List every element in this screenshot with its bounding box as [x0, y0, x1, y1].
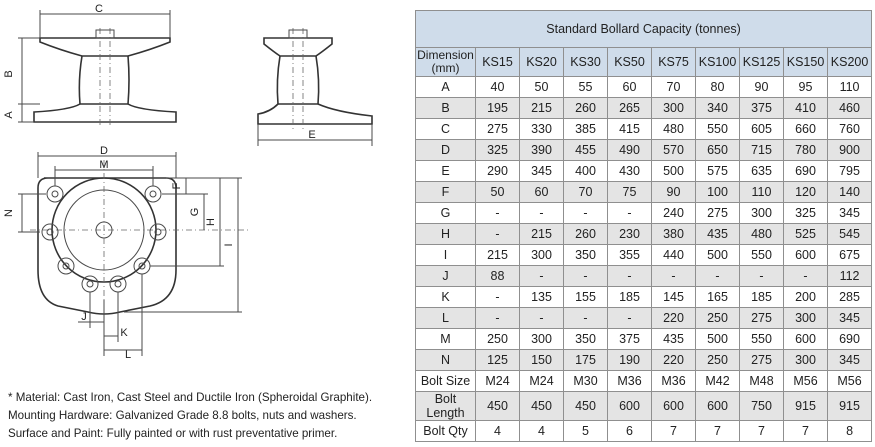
row-label: F — [416, 182, 476, 203]
table-cell: 345 — [828, 308, 872, 329]
row-label: B — [416, 98, 476, 119]
row-label: L — [416, 308, 476, 329]
dimension-header-line1: Dimension — [417, 48, 474, 62]
table-row — [416, 203, 872, 224]
dim-label-e: E — [308, 129, 316, 141]
table-cell: 250 — [696, 308, 740, 329]
table-cell: 490 — [608, 140, 652, 161]
dimension-header-line2: (mm) — [431, 61, 460, 75]
table-cell: 340 — [696, 98, 740, 119]
table-cell: 330 — [520, 119, 564, 140]
table-cell: 220 — [652, 308, 696, 329]
table-cell: 375 — [740, 98, 784, 119]
table-cell: M42 — [696, 371, 740, 392]
table-cell: 915 — [828, 392, 872, 421]
table-cell: 7 — [740, 421, 784, 442]
table-cell: 345 — [828, 203, 872, 224]
table-cell: 250 — [696, 350, 740, 371]
table-cell: 200 — [784, 287, 828, 308]
table-cell: 90 — [652, 182, 696, 203]
table-cell: 350 — [564, 245, 608, 266]
row-label: N — [416, 350, 476, 371]
table-cell: M36 — [652, 371, 696, 392]
table-cell: 185 — [740, 287, 784, 308]
note-material: * Material: Cast Iron, Cast Steel and Ductile Iron (Spheroidal Graphite). — [8, 391, 373, 404]
table-cell: 575 — [696, 161, 740, 182]
row-label: G — [416, 203, 476, 224]
table-row — [416, 119, 872, 140]
table-cell: 660 — [784, 119, 828, 140]
table-cell: 195 — [476, 98, 520, 119]
table-cell: 220 — [652, 350, 696, 371]
row-label: Bolt Qty — [416, 421, 476, 442]
table-cell: - — [520, 203, 564, 224]
table-cell: 100 — [696, 182, 740, 203]
table-cell: 415 — [608, 119, 652, 140]
dim-label-k: K — [120, 327, 128, 339]
table-cell: 550 — [740, 245, 784, 266]
front-elevation-view — [3, 3, 176, 126]
table-row — [416, 350, 872, 371]
note-mounting-hardware: Mounting Hardware: Galvanized Grade 8.8 bolts, nuts and washers. — [8, 409, 357, 422]
table-cell: 600 — [784, 245, 828, 266]
table-row — [416, 182, 872, 203]
table-cell: 390 — [520, 140, 564, 161]
table-cell: - — [608, 266, 652, 287]
table-cell: 260 — [564, 224, 608, 245]
table-cell: 265 — [608, 98, 652, 119]
table-cell: - — [608, 308, 652, 329]
table-cell: - — [476, 224, 520, 245]
row-label: M — [416, 329, 476, 350]
table-cell: 55 — [564, 77, 608, 98]
table-cell: 300 — [520, 245, 564, 266]
row-label: Bolt Length — [416, 392, 476, 421]
table-cell: 7 — [696, 421, 740, 442]
dim-label-c: C — [95, 3, 103, 15]
table-cell: 450 — [476, 392, 520, 421]
table-cell: 50 — [520, 77, 564, 98]
table-cell: 600 — [784, 329, 828, 350]
table-cell: 110 — [740, 182, 784, 203]
table-cell: 380 — [652, 224, 696, 245]
table-cell: 50 — [476, 182, 520, 203]
table-cell: 215 — [520, 98, 564, 119]
table-cell: 345 — [520, 161, 564, 182]
table-cell: 355 — [608, 245, 652, 266]
row-label: J — [416, 266, 476, 287]
table-cell: 325 — [784, 203, 828, 224]
row-label: E — [416, 161, 476, 182]
table-cell: 300 — [784, 350, 828, 371]
table-cell: 290 — [476, 161, 520, 182]
table-cell: 375 — [608, 329, 652, 350]
column-header-ks200: KS200 — [828, 48, 872, 77]
table-cell: 230 — [608, 224, 652, 245]
table-cell: 500 — [696, 329, 740, 350]
dimension-header — [416, 48, 476, 77]
table-cell: 605 — [740, 119, 784, 140]
table-cell: 95 — [784, 77, 828, 98]
table-cell: 410 — [784, 98, 828, 119]
table-cell: - — [784, 266, 828, 287]
table-cell: 690 — [828, 329, 872, 350]
table-row — [416, 77, 872, 98]
table-cell: 400 — [564, 161, 608, 182]
table-cell: 140 — [828, 182, 872, 203]
table-row — [416, 161, 872, 182]
table-cell: 5 — [564, 421, 608, 442]
dim-label-i: I — [223, 243, 235, 247]
table-cell: 250 — [476, 329, 520, 350]
table-cell: 460 — [828, 98, 872, 119]
table-cell: 6 — [608, 421, 652, 442]
table-cell: 165 — [696, 287, 740, 308]
table-row — [416, 371, 872, 392]
table-cell: 88 — [476, 266, 520, 287]
side-elevation-view — [258, 28, 372, 146]
table-cell: - — [696, 266, 740, 287]
row-label: H — [416, 224, 476, 245]
table-cell: 70 — [652, 77, 696, 98]
table-cell: - — [564, 266, 608, 287]
note-surface-paint: Surface and Paint: Fully painted or with rust preventative primer. — [8, 427, 338, 440]
table-cell: 795 — [828, 161, 872, 182]
dim-label-n: N — [3, 209, 15, 217]
table-cell: 120 — [784, 182, 828, 203]
row-label: C — [416, 119, 476, 140]
table-cell: 455 — [564, 140, 608, 161]
table-cell: 440 — [652, 245, 696, 266]
table-cell: M36 — [608, 371, 652, 392]
table-cell: 80 — [696, 77, 740, 98]
table-cell: 190 — [608, 350, 652, 371]
table-row — [416, 266, 872, 287]
table-cell: - — [564, 203, 608, 224]
row-label: K — [416, 287, 476, 308]
table-cell: 345 — [828, 350, 872, 371]
table-cell: 915 — [784, 392, 828, 421]
table-cell: 690 — [784, 161, 828, 182]
dim-label-b: B — [3, 70, 15, 78]
column-header-ks150: KS150 — [784, 48, 828, 77]
table-cell: - — [652, 266, 696, 287]
column-header-ks15: KS15 — [476, 48, 520, 77]
row-label: Bolt Size — [416, 371, 476, 392]
bollard-technical-drawing — [0, 0, 412, 385]
row-label: A — [416, 77, 476, 98]
table-cell: 150 — [520, 350, 564, 371]
dim-label-j: J — [81, 311, 87, 323]
dim-label-l: L — [124, 349, 132, 361]
table-cell: M56 — [784, 371, 828, 392]
table-cell: 110 — [828, 77, 872, 98]
table-cell: 900 — [828, 140, 872, 161]
table-cell: M48 — [740, 371, 784, 392]
table-cell: 550 — [696, 119, 740, 140]
table-row — [416, 98, 872, 119]
table-cell: - — [476, 287, 520, 308]
table-row — [416, 421, 872, 442]
table-cell: 90 — [740, 77, 784, 98]
dim-label-a: A — [3, 111, 15, 119]
table-cell: 600 — [608, 392, 652, 421]
table-cell: 760 — [828, 119, 872, 140]
table-cell: 300 — [652, 98, 696, 119]
table-cell: 675 — [828, 245, 872, 266]
table-cell: 215 — [476, 245, 520, 266]
table-cell: - — [476, 308, 520, 329]
table-cell: M56 — [828, 371, 872, 392]
table-cell: 240 — [652, 203, 696, 224]
table-cell: 480 — [740, 224, 784, 245]
table-cell: 715 — [740, 140, 784, 161]
table-cell: 260 — [564, 98, 608, 119]
table-cell: 430 — [608, 161, 652, 182]
notes-block — [8, 389, 412, 443]
table-cell: - — [740, 266, 784, 287]
table-cell: 275 — [696, 203, 740, 224]
table-cell: 780 — [784, 140, 828, 161]
table-cell: 275 — [740, 350, 784, 371]
table-cell: 545 — [828, 224, 872, 245]
table-cell: 7 — [652, 421, 696, 442]
table-cell: 7 — [784, 421, 828, 442]
table-cell: 135 — [520, 287, 564, 308]
table-header-row — [416, 48, 872, 77]
table-cell: 435 — [652, 329, 696, 350]
table-cell: - — [476, 203, 520, 224]
column-header-ks75: KS75 — [652, 48, 696, 77]
plan-view — [3, 145, 250, 361]
table-cell: 325 — [476, 140, 520, 161]
table-cell: 600 — [696, 392, 740, 421]
table-cell: 145 — [652, 287, 696, 308]
table-row — [416, 245, 872, 266]
table-cell: M24 — [520, 371, 564, 392]
table-cell: 570 — [652, 140, 696, 161]
table-cell: 8 — [828, 421, 872, 442]
table-cell: 385 — [564, 119, 608, 140]
bollard-capacity-table — [415, 10, 872, 442]
table-cell: 70 — [564, 182, 608, 203]
table-cell: 60 — [608, 77, 652, 98]
table-cell: 40 — [476, 77, 520, 98]
table-cell: 525 — [784, 224, 828, 245]
table-cell: 300 — [520, 329, 564, 350]
dim-label-f: F — [171, 182, 183, 190]
column-header-ks100: KS100 — [696, 48, 740, 77]
dim-label-m: M — [99, 159, 109, 171]
table-cell: 500 — [696, 245, 740, 266]
row-label: I — [416, 245, 476, 266]
table-cell: 275 — [740, 308, 784, 329]
table-cell: 300 — [740, 203, 784, 224]
table-cell: 450 — [520, 392, 564, 421]
table-cell: 600 — [652, 392, 696, 421]
table-cell: 450 — [564, 392, 608, 421]
table-cell: 75 — [608, 182, 652, 203]
table-cell: 550 — [740, 329, 784, 350]
table-cell: 435 — [696, 224, 740, 245]
table-cell: M24 — [476, 371, 520, 392]
table-cell: - — [520, 266, 564, 287]
table-cell: 300 — [784, 308, 828, 329]
table-cell: 650 — [696, 140, 740, 161]
column-header-ks30: KS30 — [564, 48, 608, 77]
table-row — [416, 140, 872, 161]
dim-label-h: H — [205, 218, 217, 226]
row-label: D — [416, 140, 476, 161]
table-cell: 635 — [740, 161, 784, 182]
table-cell: 155 — [564, 287, 608, 308]
table-row — [416, 308, 872, 329]
column-header-ks50: KS50 — [608, 48, 652, 77]
column-header-ks125: KS125 — [740, 48, 784, 77]
table-cell: 60 — [520, 182, 564, 203]
table-cell: 185 — [608, 287, 652, 308]
table-cell: 480 — [652, 119, 696, 140]
table-title: Standard Bollard Capacity (tonnes) — [416, 11, 872, 48]
table-cell: 275 — [476, 119, 520, 140]
table-cell: 215 — [520, 224, 564, 245]
dim-label-g: G — [189, 207, 201, 217]
table-cell: 175 — [564, 350, 608, 371]
column-header-ks20: KS20 — [520, 48, 564, 77]
table-row — [416, 329, 872, 350]
dim-label-d: D — [100, 145, 108, 157]
table-cell: M30 — [564, 371, 608, 392]
table-cell: - — [520, 308, 564, 329]
table-cell: 285 — [828, 287, 872, 308]
table-cell: 500 — [652, 161, 696, 182]
table-body — [416, 77, 872, 442]
table-row — [416, 287, 872, 308]
table-cell: 4 — [476, 421, 520, 442]
table-cell: 125 — [476, 350, 520, 371]
table-cell: - — [564, 308, 608, 329]
table-cell: 112 — [828, 266, 872, 287]
table-row — [416, 224, 872, 245]
table-cell: 350 — [564, 329, 608, 350]
table-cell: 4 — [520, 421, 564, 442]
table-row — [416, 392, 872, 421]
table-cell: - — [608, 203, 652, 224]
table-cell: 750 — [740, 392, 784, 421]
